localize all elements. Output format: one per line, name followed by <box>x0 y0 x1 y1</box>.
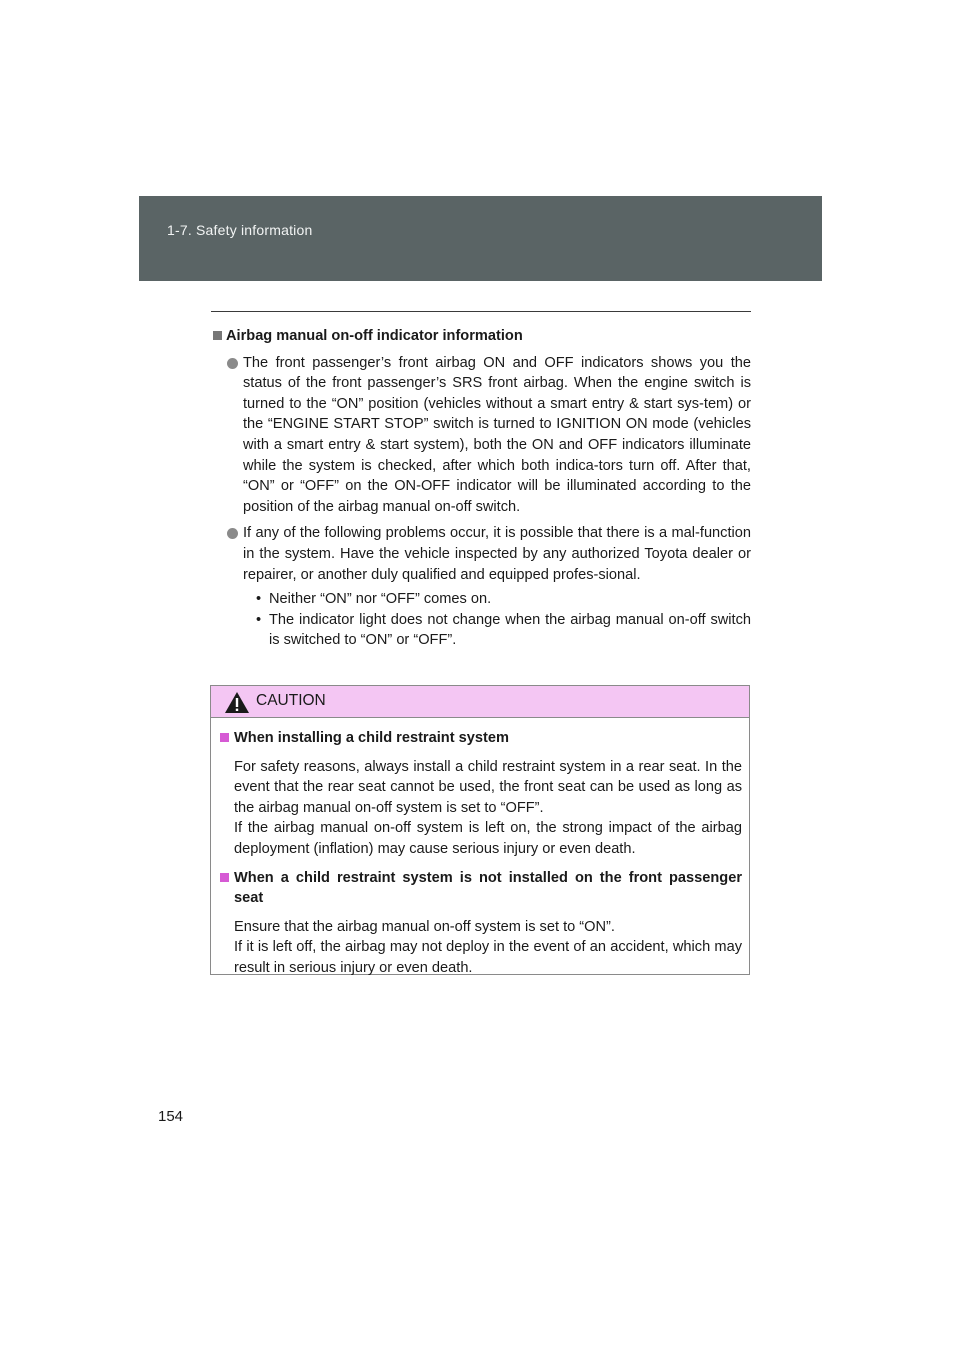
sub-list <box>243 589 751 651</box>
square-bullet-icon <box>220 873 229 882</box>
circle-bullet-icon <box>227 528 238 539</box>
caution-box <box>210 685 750 975</box>
main-content <box>211 326 751 657</box>
square-bullet-icon <box>213 331 222 340</box>
circle-bullet-icon <box>227 358 238 369</box>
caution-heading-text: When a child restraint system is not installed on the front passenger seat <box>234 869 742 907</box>
page-number: 154 <box>158 1108 184 1125</box>
caution-item-heading <box>220 868 742 909</box>
section-heading-text: Airbag manual on-off indicator information <box>226 328 523 344</box>
caution-item-heading <box>220 728 742 749</box>
divider <box>211 311 751 312</box>
section-heading <box>211 326 751 347</box>
sub-list-item <box>256 610 751 651</box>
caution-paragraph: If it is left off, the airbag may not deploy in the event of an accident, which may result in serious injury or even death. <box>234 939 742 976</box>
caution-heading-text: When installing a child restraint system <box>234 730 509 746</box>
caution-paragraph: For safety reasons, always install a child restraint system in a rear seat. In the event that the rear seat cannot be used, the front seat can be used as long as the airbag manual on-off system is set to “OFF”. <box>234 758 742 816</box>
bullet-text: If any of the following problems occur, it is possible that there is a mal-function in the system. Have the vehicle inspected by any authorized Toyota dealer or repairer, or another duly qualified and equipped profes-sional. <box>243 525 751 583</box>
bullet-item <box>211 353 751 518</box>
caution-item-text <box>220 917 742 979</box>
header-band <box>139 196 822 281</box>
caution-body <box>211 718 749 979</box>
caution-paragraph: If the airbag manual on-off system is left on, the strong impact of the airbag deployment (inflation) may cause serious injury or even death. <box>234 820 742 857</box>
sub-item-text: Neither “ON” nor “OFF” comes on. <box>269 591 492 608</box>
warning-triangle-icon <box>225 692 249 713</box>
caution-header <box>211 686 749 718</box>
caution-label: CAUTION <box>256 692 326 709</box>
caution-item-text <box>220 757 742 860</box>
sub-bullet-mark: • <box>256 611 262 628</box>
section-title: 1-7. Safety information <box>167 222 313 238</box>
sub-list-item <box>256 589 751 610</box>
square-bullet-icon <box>220 733 229 742</box>
sub-item-text: The indicator light does not change when the airbag manual on-off switch is switched to “ON” or “OFF”. <box>269 611 751 649</box>
bullet-item <box>211 523 751 651</box>
bullet-text: The front passenger’s front airbag ON and OFF indicators shows you the status of the front passenger’s SRS front airbag. When the engine switch is turned to the “ON” position (vehicles without a smart entry & start sys-tem) or the “ENGINE START STOP” switch is turned to IGNITION ON mode (vehicles with a smart entry & start system), both the ON and OFF indicators illuminate while the system is checked, after which both indica-tors turn off. After that, “ON” or “OFF” on the ON-OFF indicator will be illuminated according to the position of the airbag manual on-off switch. <box>243 354 751 515</box>
caution-paragraph: Ensure that the airbag manual on-off system is set to “ON”. <box>234 918 615 935</box>
sub-bullet-mark: • <box>256 591 262 608</box>
